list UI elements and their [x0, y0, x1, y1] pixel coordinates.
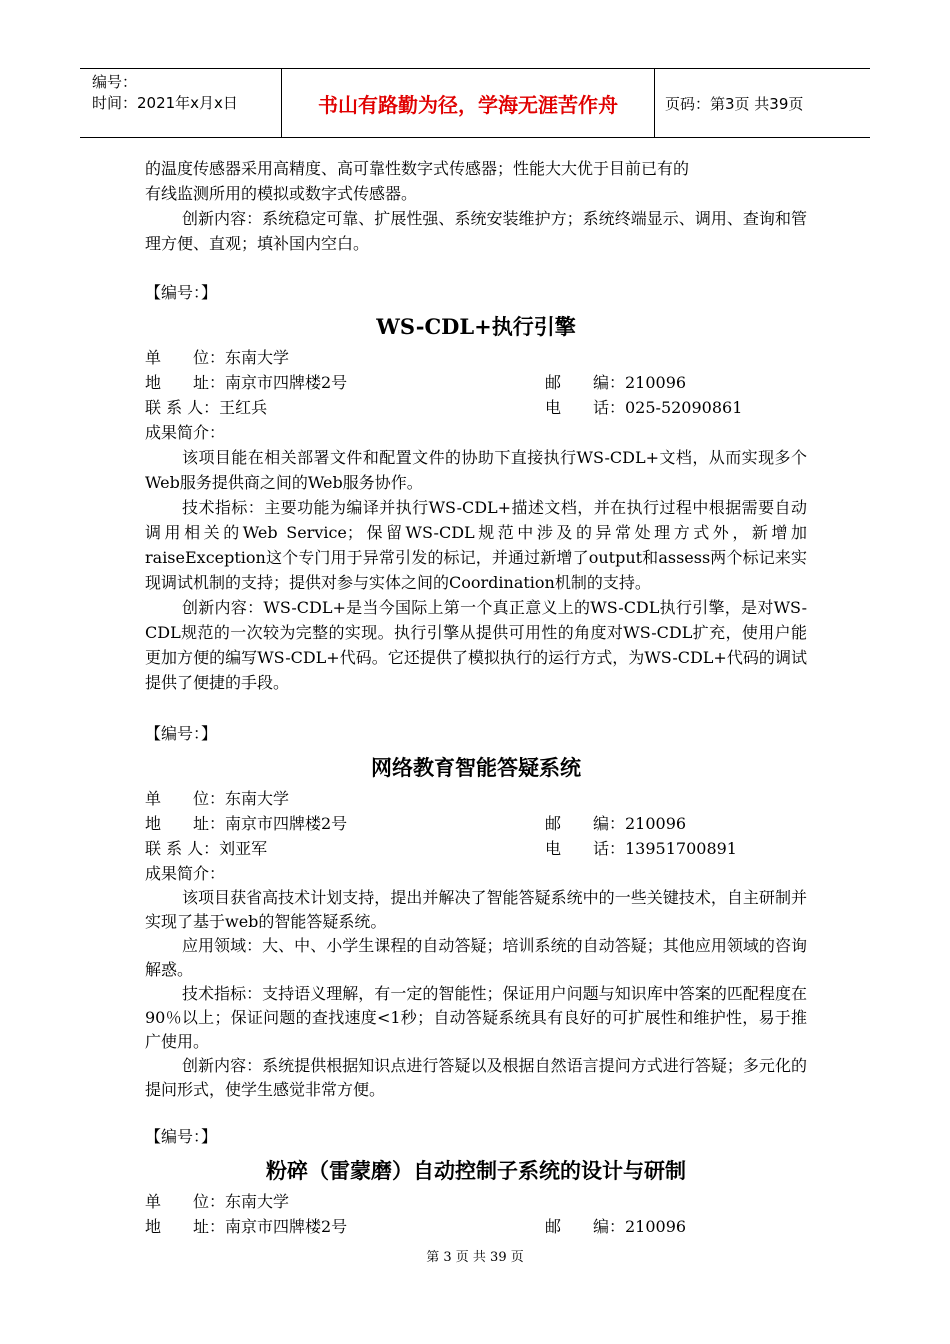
- header-page-info: 页码：第3页 共39页: [665, 94, 804, 113]
- project-1-number: 【编号：】: [145, 283, 218, 302]
- project-2-unit: 单 位：东南大学: [145, 789, 290, 808]
- project-2-address-row: [145, 811, 807, 836]
- project-1-title: WS-CDL+执行引擎: [376, 314, 576, 339]
- intro-line-2: 有线监测所用的模拟或数字式传感器。: [145, 184, 418, 203]
- project-3-address-row: [145, 1214, 807, 1239]
- project-1-unit-row: [145, 345, 807, 370]
- project-1-paragraph: 该项目能在相关部署文件和配置文件的协助下直接执行WS-CDL+文档，从而实现多个Web服务提供商之间的Web服务协作。: [145, 448, 807, 492]
- project-2-title: 网络教育智能答疑系统: [371, 755, 581, 780]
- project-3-postcode: 邮 编：210096: [545, 1217, 687, 1236]
- project-3-unit: 单 位：东南大学: [145, 1192, 290, 1211]
- intro-line-1: 的温度传感器采用高精度、高可靠性数字式传感器；性能大大优于目前已有的: [145, 159, 690, 178]
- project-2-number: 【编号：】: [145, 724, 218, 743]
- project-1-contact-row: [145, 395, 807, 420]
- project-2-address: 地 址：南京市四牌楼2号: [145, 814, 348, 833]
- project-1-phone: 电 话：025-52090861: [545, 398, 743, 417]
- serial-label: 编号：: [92, 73, 138, 91]
- project-3-number: 【编号：】: [145, 1127, 218, 1146]
- page-footer: 第 3 页 共 39 页: [426, 1250, 524, 1265]
- project-1-paragraph: 技术指标：主要功能为编译并执行WS-CDL+描述文档，并在执行过程中根据需要自动调用相关的Web Service；保留WS-CDL规范中涉及的异常处理方式外，新增加raiseException这个专门用于异常引发的标记，并通过新增了output和assess两个标记来实现调试机制的支持；提供对参与实体之间的Coordination机制的支持。: [145, 498, 807, 592]
- page-header: [80, 68, 870, 138]
- project-2-paragraph: 创新内容：系统提供根据知识点进行答疑以及根据自然语言提问方式进行答疑；多元化的提问形式，使学生感觉非常方便。: [145, 1056, 807, 1099]
- project-2-paragraph: 该项目获省高技术计划支持，提出并解决了智能答疑系统中的一些关键技术，自主研制并实现了基于web的智能答疑系统。: [145, 888, 807, 931]
- project-1-postcode: 邮 编：210096: [545, 373, 687, 392]
- header-motto: 书山有路勤为径，学海无涯苦作舟: [282, 69, 655, 137]
- intro-innovation: 创新内容：系统稳定可靠、扩展性强、系统安装维护方；系统终端显示、调用、查询和管理方便、直观；填补国内空白。: [145, 209, 807, 253]
- time-label: 时间：2021年x月x日: [92, 94, 238, 112]
- project-2-contact-row: [145, 836, 807, 861]
- project-1-contact: 联 系 人：王红兵: [145, 398, 268, 417]
- project-3-unit-row: [145, 1189, 807, 1214]
- project-1-unit: 单 位：东南大学: [145, 348, 290, 367]
- project-3-title: 粉碎（雷蒙磨）自动控制子系统的设计与研制: [266, 1158, 686, 1183]
- project-1-address-row: [145, 370, 807, 395]
- document-body: [145, 156, 807, 1239]
- project-2-unit-row: [145, 786, 807, 811]
- project-2-summary-label: 成果简介：: [145, 864, 226, 883]
- header-meta: [80, 69, 282, 137]
- project-3-address: 地 址：南京市四牌楼2号: [145, 1217, 348, 1236]
- project-2-phone: 电 话：13951700891: [545, 839, 737, 858]
- project-1-summary-label: 成果简介：: [145, 423, 226, 442]
- project-2-postcode: 邮 编：210096: [545, 814, 687, 833]
- project-2-paragraph: 技术指标：支持语义理解，有一定的智能性；保证用户问题与知识库中答案的匹配程度在90％以上；保证问题的查找速度<1秒；自动答疑系统具有良好的可扩展性和维护性，易于推广使用。: [145, 984, 807, 1051]
- project-2-contact: 联 系 人：刘亚军: [145, 839, 268, 858]
- project-1-paragraph: 创新内容：WS-CDL+是当今国际上第一个真正意义上的WS-CDL执行引擎，是对WS-CDL规范的一次较为完整的实现。执行引擎从提供可用性的角度对WS-CDL扩充，使用户能更加方便的编写WS-CDL+代码。它还提供了模拟执行的运行方式，为WS-CDL+代码的调试提供了便捷的手段。: [145, 598, 807, 692]
- project-2-paragraph: 应用领域：大、中、小学生课程的自动答疑；培训系统的自动答疑；其他应用领域的咨询解惑。: [145, 936, 807, 979]
- project-1-address: 地 址：南京市四牌楼2号: [145, 373, 348, 392]
